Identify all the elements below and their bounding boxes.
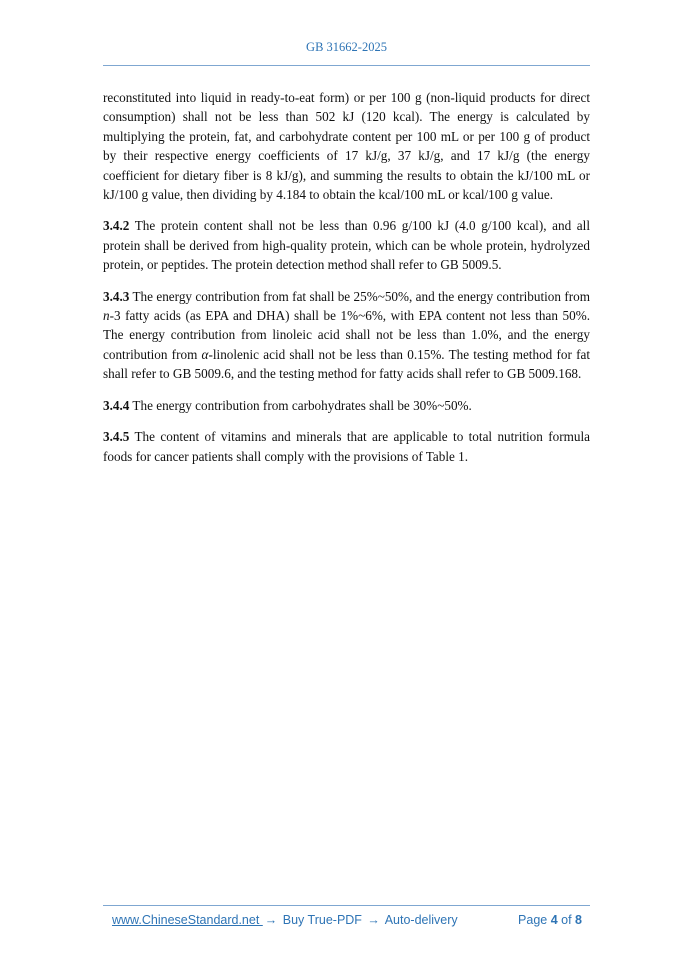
header-divider <box>103 65 590 66</box>
clause-3-4-2 <box>103 216 590 274</box>
arrow-right-icon: → <box>367 913 380 927</box>
arrow-right-icon: → <box>264 913 278 927</box>
paragraph-energy-continuation: reconstituted into liquid in ready-to-eat form) or per 100 g (non-liquid products for direct consumption) shall not be less than 502 kJ (120 kcal). The energy is calculated by multiplying the protein, fat, and carbohydrate content per 100 mL or per 100 g of product by their respective energy coefficients of 17 kJ/g, 37 kJ/g, and 17 kJ/g (the energy coefficient for dietary fiber is 8 kJ/g), and summing the results to obtain the kJ/100 mL or kJ/100 g value, then dividing by 4.184 to obtain the kcal/100 mL or kcal/100 g value. <box>103 90 590 203</box>
clause-text: The content of vitamins and minerals that are applicable to total nutrition formula foods for cancer patients shall comply with the provisions of Table 1. <box>103 429 590 464</box>
page-of-label: of <box>557 913 576 927</box>
clause-text: The energy contribution from fat shall be 25%~50%, and the energy contribution from <box>129 288 590 304</box>
site-link[interactable]: www.ChineseStandard.net <box>112 913 263 927</box>
clause-number: 3.4.2 <box>103 218 130 234</box>
clause-number: 3.4.5 <box>103 429 130 445</box>
clause-text: -linolenic acid shall not be less than 0.15%. The testing method for fat shall refer to GB 5009.6, and the testing method for fatty acids shall refer to GB 5009.168. <box>103 346 590 382</box>
page-footer <box>112 913 582 927</box>
page-body <box>103 88 590 478</box>
clause-text-alpha: α <box>201 346 209 362</box>
footer-divider <box>103 905 590 906</box>
buy-true-pdf-text: Buy True-PDF <box>279 913 366 927</box>
page-current: 4 <box>550 913 558 927</box>
clause-3-4-4 <box>103 396 590 415</box>
clause-3-4-5 <box>103 427 590 466</box>
clause-text: -3 fatty acids (as EPA and DHA) shall be 1%~6%, with EPA content not less than 50%. The energy contribution from linoleic acid shall not be less than 1.0%, and the energy contribution from <box>103 308 590 362</box>
auto-delivery-text: Auto-delivery <box>381 913 458 927</box>
clause-text: The protein content shall not be less than 0.96 g/100 kJ (4.0 g/100 kcal), and all protein shall be derived from high-quality protein, which can be whole protein, hydrolyzed protein, or peptides. The protein detection method shall refer to GB 5009.5. <box>103 218 590 273</box>
page-total: 8 <box>575 913 582 927</box>
clause-text-italic-n: n <box>103 308 110 324</box>
clause-3-4-3 <box>103 287 590 384</box>
page-indicator <box>518 913 582 927</box>
running-header: GB 31662-2025 <box>306 40 387 54</box>
clause-text: The energy contribution from carbohydrates shall be 30%~50%. <box>129 397 472 413</box>
clause-number: 3.4.3 <box>103 288 130 304</box>
clause-number: 3.4.4 <box>103 397 130 413</box>
page-label: Page <box>518 913 551 927</box>
